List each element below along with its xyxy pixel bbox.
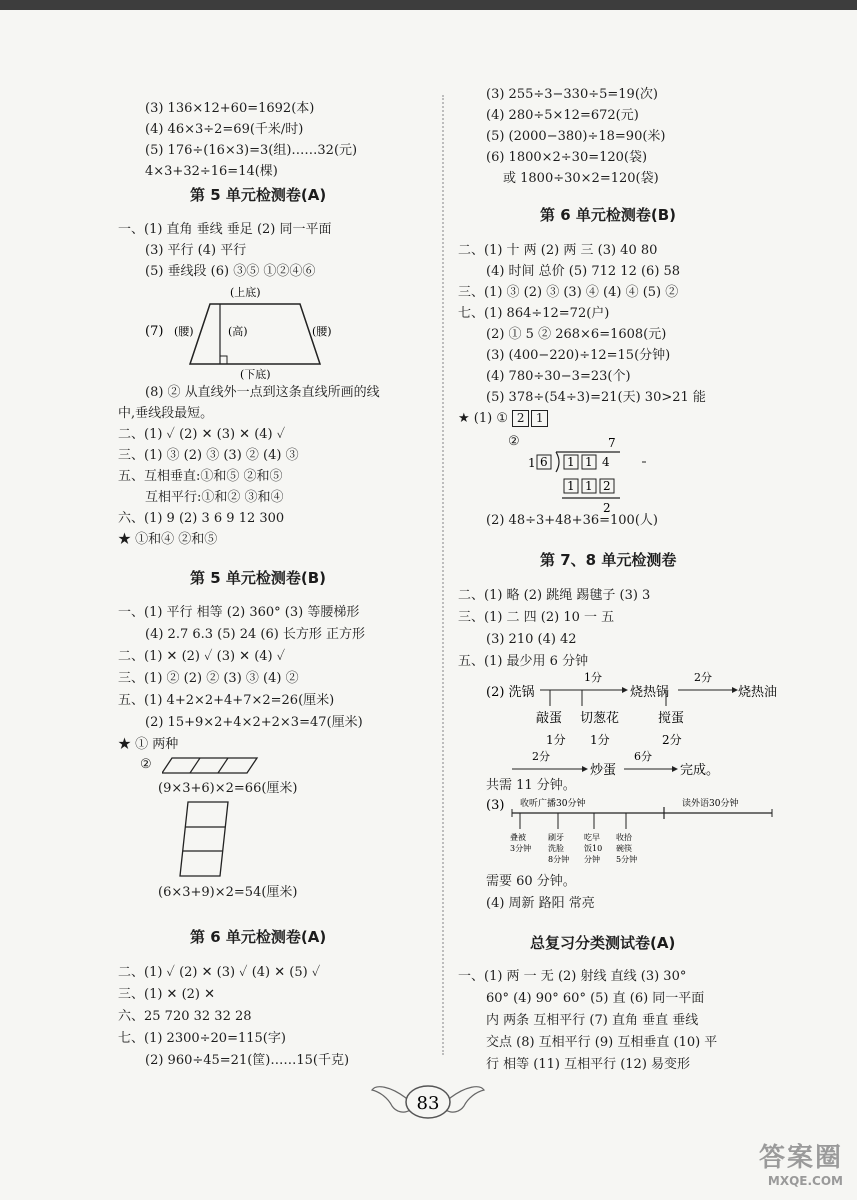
answer-line: (3) 平行 (4) 平行 — [145, 243, 247, 258]
time-label: 6分 — [634, 750, 652, 763]
answer-line: 或 1800÷30×2=120(袋) — [503, 171, 659, 186]
timeline-item: 8分钟 — [548, 855, 570, 864]
dividend-digit: 1 — [585, 455, 593, 469]
answer-line: 一、(1) 直角 垂线 垂足 (2) 同一平面 — [118, 222, 332, 237]
height-label: (高) — [228, 325, 248, 338]
answer-line: 内 两条 互相平行 (7) 直角 垂直 垂线 — [486, 1013, 699, 1028]
dividend-digit: 4 — [602, 455, 610, 469]
trapezoid-figure — [140, 282, 340, 380]
left-leg-label: (腰) — [174, 325, 194, 338]
right-leg-label: (腰) — [312, 325, 332, 338]
answer-line: (2) 960÷45=21(筐)……15(千克) — [145, 1053, 350, 1068]
answer-line: 五、互相垂直:①和⑤ ②和⑤ — [118, 469, 283, 484]
answer-line: (5) (2000−380)÷18=90(米) — [486, 129, 666, 144]
answer-line: ★ ① 两种 — [118, 737, 179, 752]
product-digit: 2 — [603, 479, 611, 493]
timeline-item: 3分钟 — [510, 844, 532, 853]
flow-question: (2) 洗锅 — [486, 685, 535, 700]
section-title: 第 6 单元检测卷(B) — [540, 206, 677, 224]
answer-line: (4) 280÷5×12=672(元) — [486, 108, 639, 123]
answer-line: 三、(1) 二 四 (2) 10 一 五 — [458, 610, 615, 625]
timeline-item: 叠被 — [510, 833, 526, 842]
time-label: 2分 — [694, 671, 712, 684]
sub-time: 1分 — [546, 733, 566, 747]
answer-line: 三、(1) ③ (2) ③ (3) ④ (4) ④ (5) ② — [458, 285, 679, 300]
page-number: 83 — [416, 1093, 440, 1114]
answer-line: 4×3+32÷16=14(棵) — [145, 164, 278, 179]
answer-box: 1 — [531, 410, 548, 427]
answer-line: 需要 60 分钟。 — [486, 874, 576, 889]
answer-line: (5) 378÷(54÷3)=21(天) 30>21 能 — [486, 390, 706, 405]
remainder-digit: 2 — [603, 501, 611, 515]
answer-line: (2) ① 5 ② 268×6=1608(元) — [486, 327, 667, 342]
timeline-span: 读外语30分钟 — [682, 799, 739, 809]
page-number-badge — [370, 1068, 486, 1128]
answer-line: (4) 周新 路阳 常亮 — [486, 896, 595, 911]
morning-timeline-diagram — [482, 795, 782, 875]
answer-line: (2) 48÷3+48+36=100(人) — [486, 513, 658, 528]
time-label: 1分 — [584, 671, 602, 684]
quotient-digit: 7 — [608, 436, 616, 450]
cooking-flow-diagram — [482, 670, 782, 780]
watermark — [759, 1137, 843, 1188]
answer-line: (3) (400−220)÷12=15(分钟) — [486, 348, 671, 363]
answer-line: (3) 210 (4) 42 — [486, 632, 577, 647]
answer-line: (6) 1800×2÷30=120(袋) — [486, 150, 648, 165]
answer-line: 行 相等 (11) 互相平行 (12) 易变形 — [486, 1057, 691, 1072]
top-base-label: (上底) — [230, 286, 261, 299]
answer-line: 60° (4) 90° 60° (5) 直 (6) 同一平面 — [486, 991, 705, 1006]
answer-line: 一、(1) 平行 相等 (2) 360° (3) 等腰梯形 — [118, 605, 360, 620]
watermark-logo: 答案圈 — [758, 1143, 843, 1173]
answer-line: 二、(1) 十 两 (2) 两 三 (3) 40 80 — [458, 243, 658, 258]
answer-line: ② — [508, 434, 520, 449]
answer-line: 二、(1) ✓ (2) ✕ (3) ✓ (4) ✕ (5) ✓ — [118, 965, 321, 980]
timeline-item: 吃早 — [584, 833, 600, 842]
answer-line: 二、(1) 略 (2) 跳绳 踢毽子 (3) 3 — [458, 588, 651, 603]
answer-line: 交点 (8) 互相平行 (9) 互相垂直 (10) 平 — [486, 1035, 718, 1050]
sub-step: 搅蛋 — [658, 711, 685, 726]
answer-line: (5) 176÷(16×3)=3(组)……32(元) — [145, 143, 358, 158]
timeline-question: (3) — [486, 798, 505, 813]
flow-node: 炒蛋 — [590, 763, 617, 778]
answer-line: ★ ①和④ ②和⑤ — [118, 532, 218, 547]
bottom-base-label: (下底) — [240, 368, 271, 380]
answer-line: 七、(1) 864÷12=72(户) — [458, 306, 610, 321]
question-label: (7) — [145, 324, 164, 339]
answer-line: 六、25 720 32 32 28 — [118, 1009, 252, 1024]
star-label: ★ (1) ① — [458, 411, 508, 426]
answer-line: (9×3+6)×2=66(厘米) — [158, 781, 298, 796]
sub-time: 1分 — [590, 733, 610, 747]
product-digit: 1 — [585, 479, 593, 493]
answer-line: 六、(1) 9 (2) 3 6 9 12 300 — [118, 511, 285, 526]
section-title: 总复习分类测试卷(A) — [530, 934, 676, 952]
answer-line: 三、(1) ③ (2) ③ (3) ② (4) ③ — [118, 448, 299, 463]
dividend-digit: 1 — [567, 455, 575, 469]
answer-line: 五、(1) 4+2×2+4+7×2=26(厘米) — [118, 693, 335, 708]
timeline-item: 碗筷 — [616, 844, 632, 853]
answer-box: 2 — [512, 410, 529, 427]
sub-time: 2分 — [662, 733, 682, 747]
section-title: 第 5 单元检测卷(B) — [190, 569, 327, 587]
watermark-url: MXQE.COM — [767, 1174, 843, 1188]
right-angle-mark — [220, 356, 227, 364]
flow-node: 完成。 — [680, 763, 720, 778]
product-digit: 1 — [567, 479, 575, 493]
timeline-item: 刷牙 — [548, 833, 564, 842]
answer-line: (4) 46×3÷2=69(千米/时) — [145, 122, 304, 137]
answer-line: (3) 136×12+60=1692(本) — [145, 101, 315, 116]
trapezoid-shape — [190, 304, 320, 364]
answer-line: (8) ② 从直线外一点到这条直线所画的线 — [145, 385, 380, 400]
section-title: 第 7、8 单元检测卷 — [540, 551, 677, 569]
parallelogram-figure — [162, 756, 262, 776]
flow-node: 烧热锅 — [630, 685, 670, 700]
answer-line: 三、(1) ② (2) ② (3) ③ (4) ② — [118, 671, 299, 686]
stacked-parallelogram-figure — [178, 800, 238, 880]
timeline-item: 收拾 — [616, 833, 632, 842]
answer-line: (4) 时间 总价 (5) 712 12 (6) 58 — [486, 264, 681, 279]
answer-line: 七、(1) 2300÷20=115(字) — [118, 1031, 286, 1046]
section-title: 第 5 单元检测卷(A) — [190, 186, 327, 204]
sub-step: 切葱花 — [580, 711, 620, 726]
flow-node: 烧热油 — [738, 685, 778, 700]
answer-line: 一、(1) 两 一 无 (2) 射线 直线 (3) 30° — [458, 969, 687, 984]
sub-step: 敲蛋 — [536, 711, 563, 726]
answer-line: 五、(1) 最少用 6 分钟 — [458, 654, 589, 669]
timeline-span: 收听广播30分钟 — [520, 799, 586, 809]
answer-line: (4) 780÷30−3=23(个) — [486, 369, 631, 384]
answer-line: ② — [140, 757, 152, 772]
time-label: 2分 — [532, 750, 550, 763]
long-division-figure — [522, 432, 662, 524]
answer-line: 三、(1) ✕ (2) ✕ — [118, 987, 216, 1002]
answer-line: 共需 11 分钟。 — [486, 778, 576, 793]
answer-line: (2) 15+9×2+4×2+2×3=47(厘米) — [145, 715, 363, 730]
answer-line: (5) 垂线段 (6) ③⑤ ①②④⑥ — [145, 264, 316, 279]
timeline-item: 洗脸 — [548, 844, 564, 853]
answer-line: (3) 255÷3−330÷5=19(次) — [486, 87, 658, 102]
section-title: 第 6 单元检测卷(A) — [190, 928, 327, 946]
answer-line: 中,垂线段最短。 — [118, 406, 214, 421]
timeline-item: 分钟 — [584, 855, 600, 864]
divisor-digit: 6 — [540, 455, 548, 469]
top-edge — [0, 0, 857, 10]
timeline-item: 5分钟 — [616, 855, 638, 864]
answer-line: 二、(1) ✓ (2) ✕ (3) ✕ (4) ✓ — [118, 427, 286, 442]
answer-line: 互相平行:①和② ③和④ — [145, 490, 284, 505]
column-divider — [442, 95, 444, 1055]
answer-line: (6×3+9)×2=54(厘米) — [158, 885, 298, 900]
answer-line: (4) 2.7 6.3 (5) 24 (6) 长方形 正方形 — [145, 627, 366, 642]
divisor-prefix: 1 — [528, 456, 536, 470]
answer-line: 二、(1) ✕ (2) ✓ (3) ✕ (4) ✓ — [118, 649, 286, 664]
answer-line — [458, 410, 550, 428]
timeline-item: 饭10 — [584, 844, 603, 853]
